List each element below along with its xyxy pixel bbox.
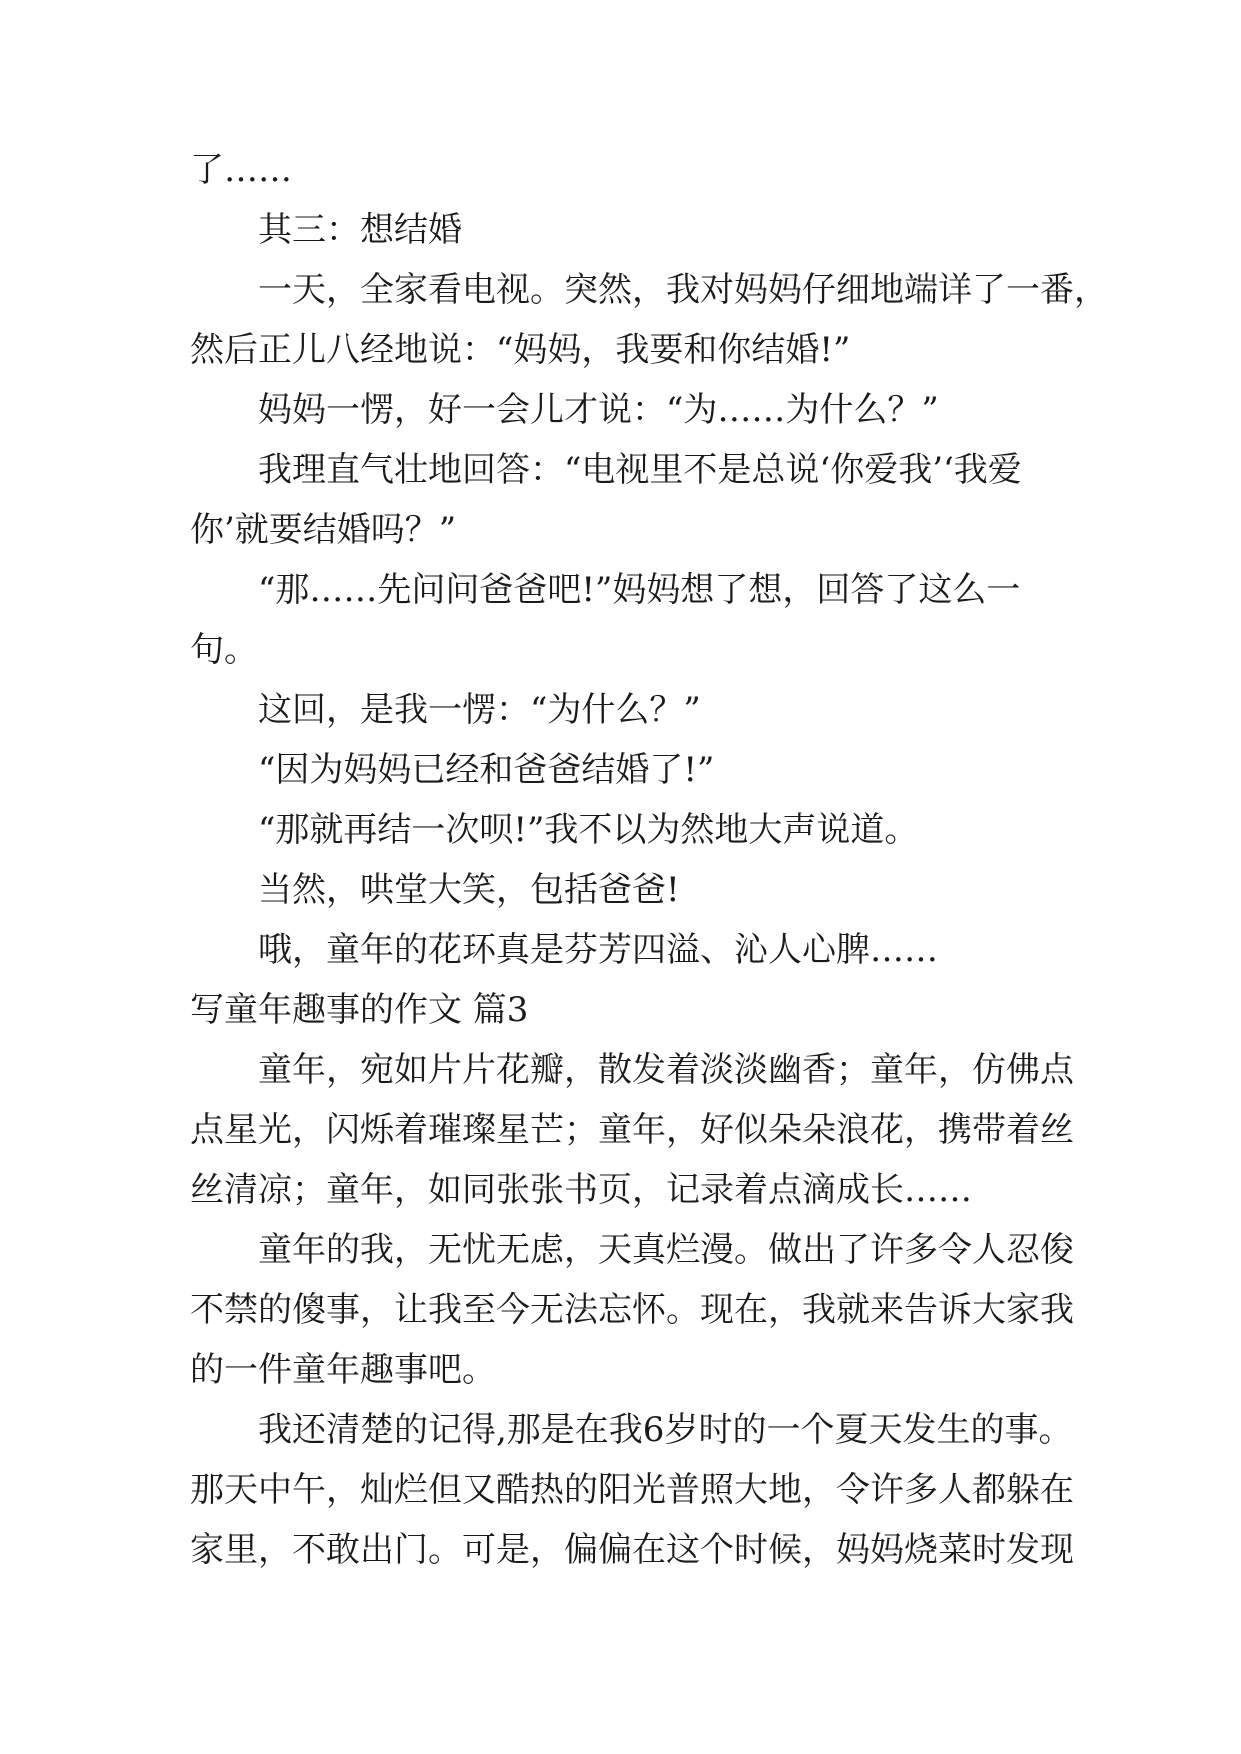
text-line: 家里，不敢出门。可是，偏偏在这个时候，妈妈烧菜时发现: [190, 1530, 1074, 1570]
text-line: 哦，童年的花环真是芬芳四溢、沁人心脾……: [258, 930, 938, 970]
article-heading: 写童年趣事的作文 篇3: [190, 990, 529, 1030]
text-line: 童年，宛如片片花瓣，散发着淡淡幽香；童年，仿佛点: [258, 1050, 1074, 1090]
document-page: [190, 140, 1108, 1580]
section-heading: 其三：想结婚: [258, 210, 462, 250]
text-line: 不禁的傻事，让我至今无法忘怀。现在，我就来告诉大家我: [190, 1290, 1074, 1330]
text-line: 妈妈一愣，好一会儿才说：“为……为什么？”: [258, 390, 939, 430]
text-line: 一天，全家看电视。突然，我对妈妈仔细地端详了一番，: [258, 270, 1108, 310]
text-line: “因为妈妈已经和爸爸结婚了!”: [258, 750, 715, 790]
text-line: 这回，是我一愣：“为什么？”: [258, 690, 701, 730]
text-line: 句。: [190, 630, 258, 670]
text-line: 然后正儿八经地说：“妈妈，我要和你结婚!”: [190, 330, 851, 370]
text-line: 我还清楚的记得,那是在我6岁时的一个夏天发生的事。: [258, 1410, 1073, 1450]
text-line: 童年的我，无忧无虑，天真烂漫。做出了许多令人忍俊: [258, 1230, 1074, 1270]
text-line: “那……先问问爸爸吧!”妈妈想了想，回答了这么一: [258, 570, 1021, 610]
text-line: 你’就要结婚吗？”: [190, 510, 457, 550]
text-line: 的一件童年趣事吧。: [190, 1350, 496, 1390]
text-line: 当然，哄堂大笑，包括爸爸!: [258, 870, 680, 910]
text-line: 丝清凉；童年，如同张张书页，记录着点滴成长……: [190, 1170, 972, 1210]
text-line: 那天中午，灿烂但又酷热的阳光普照大地，令许多人都躲在: [190, 1470, 1074, 1510]
text-line: “那就再结一次呗!”我不以为然地大声说道。: [258, 810, 919, 850]
text-line: 点星光，闪烁着璀璨星芒；童年，好似朵朵浪花，携带着丝: [190, 1110, 1074, 1150]
text-line: 了……: [190, 150, 292, 190]
text-line: 我理直气壮地回答：“电视里不是总说‘你爱我’‘我爱: [258, 450, 1022, 490]
